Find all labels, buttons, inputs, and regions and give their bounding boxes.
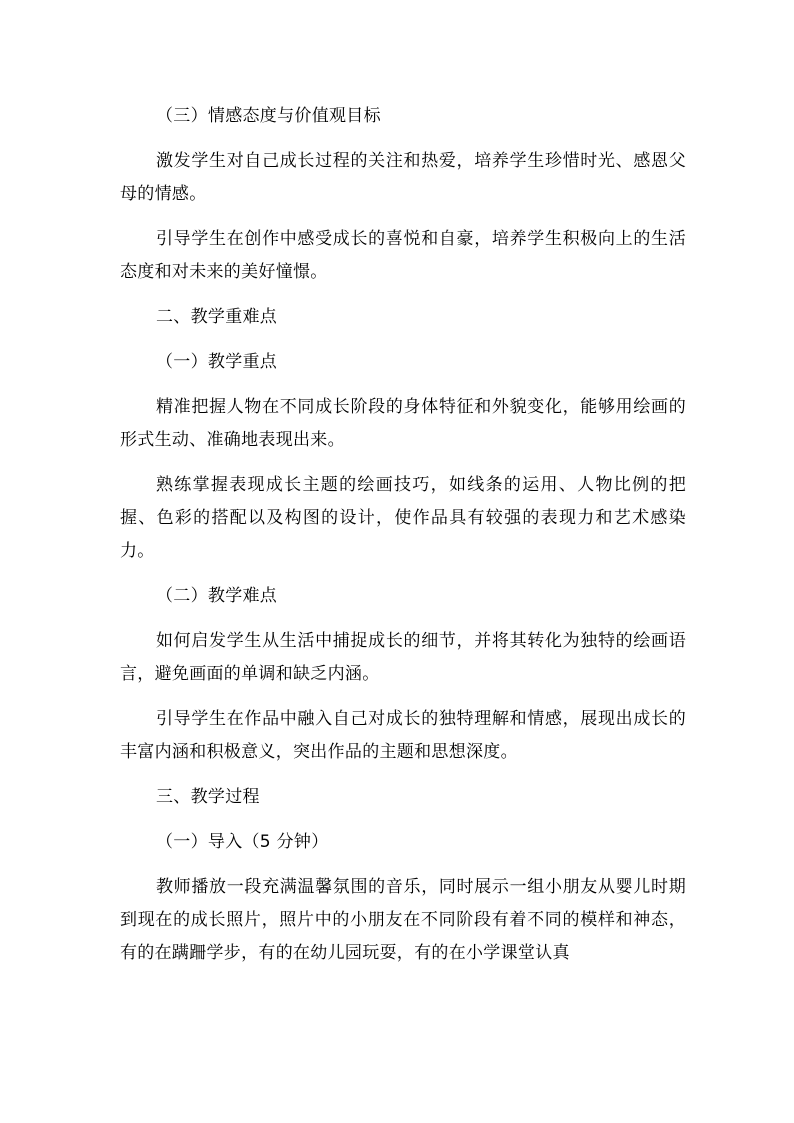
paragraph: 教师播放一段充满温馨氛围的音乐，同时展示一组小朋友从婴儿时期到现在的成长照片，照片中的小朋友在不同阶段有着不同的模样和神态，有的在蹒跚学步，有的在幼儿园玩耍，有的在小学课堂认真 (120, 877, 686, 963)
paragraph: 如何启发学生从生活中捕捉成长的细节，并将其转化为独特的绘画语言，避免画面的单调和缺乏内涵。 (120, 631, 686, 684)
section-heading-teaching-process: 三、教学过程 (156, 787, 260, 807)
subsection-heading-introduction: （一）导入（5 分钟） (156, 832, 329, 852)
paragraph: 激发学生对自己成长过程的关注和热爱，培养学生珍惜时光、感恩父母的情感。 (120, 151, 686, 204)
section-heading-key-difficult-points: 二、教学重难点 (156, 307, 278, 327)
subsection-heading-difficult-points: （二）教学难点 (156, 586, 278, 606)
paragraph: 熟练掌握表现成长主题的绘画技巧，如线条的运用、人物比例的把握、色彩的搭配以及构图的设计，使作品具有较强的表现力和艺术感染力。 (120, 475, 686, 561)
paragraph: 精准把握人物在不同成长阶段的身体特征和外貌变化，能够用绘画的形式生动、准确地表现出来。 (120, 397, 686, 450)
document-body (120, 100, 686, 982)
section-heading-emotion-goals: （三）情感态度与价值观目标 (156, 106, 381, 126)
paragraph: 引导学生在创作中感受成长的喜悦和自豪，培养学生积极向上的生活态度和对未来的美好憧憬。 (120, 229, 686, 282)
subsection-heading-key-points: （一）教学重点 (156, 352, 278, 372)
paragraph: 引导学生在作品中融入自己对成长的独特理解和情感，展现出成长的丰富内涵和积极意义，突出作品的主题和思想深度。 (120, 709, 686, 762)
